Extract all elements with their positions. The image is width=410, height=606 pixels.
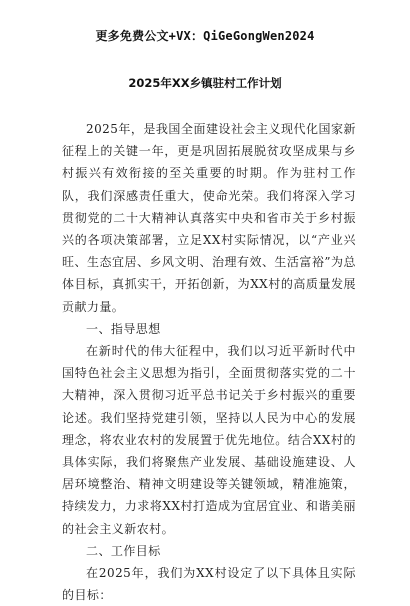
section-heading-work-goals: 二、工作目标 xyxy=(86,543,161,558)
promo-header: 更多免费公文+VX：QiGeGongWen2024 xyxy=(95,29,315,43)
document-title: 2025年XX乡镇驻村工作计划 xyxy=(128,76,282,90)
paragraph-intro: 2025年，是我国全面建设社会主义现代化国家新征程上的关键一年，更是巩固拓展脱贫攻坚成果与乡村振兴有效衔接的至关重要的时期。作为驻村工作队，我们深感责任重大，使命光荣。我们将深入学习贯彻党的二十大精神认真落实中央和省市关于乡村振兴的各项决策部署，立足XX村实际情况，以“产业兴旺、生态宜居、乡风文明、治理有效、生活富裕”为总体目标，真抓实干，开拓创新，为XX村的高质量发展贡献力量。 xyxy=(62,122,356,314)
section-heading-guiding-ideology: 一、指导思想 xyxy=(86,321,161,336)
paragraph-guiding-ideology: 在新时代的伟大征程中，我们以习近平新时代中国特色社会主义思想为指引，全面贯彻落实党的二十大精神，深入贯彻习近平总书记关于乡村振兴的重要论述。我们坚持党建引领，坚持以人民为中心的发展理念，将农业农村的发展置于优先地位。结合XX村的具体实际，我们将聚焦产业发展、基础设施建设、人居环境整治、精神文明建设等关键领域，精准施策，持续发力，力求将XX村打造成为宜居宜业、和谐美丽的社会主义新农村。 xyxy=(62,344,356,536)
paragraph-work-goals: 在2025年，我们为XX村设定了以下具体且实际的目标： xyxy=(62,566,356,603)
document-body xyxy=(62,118,356,606)
